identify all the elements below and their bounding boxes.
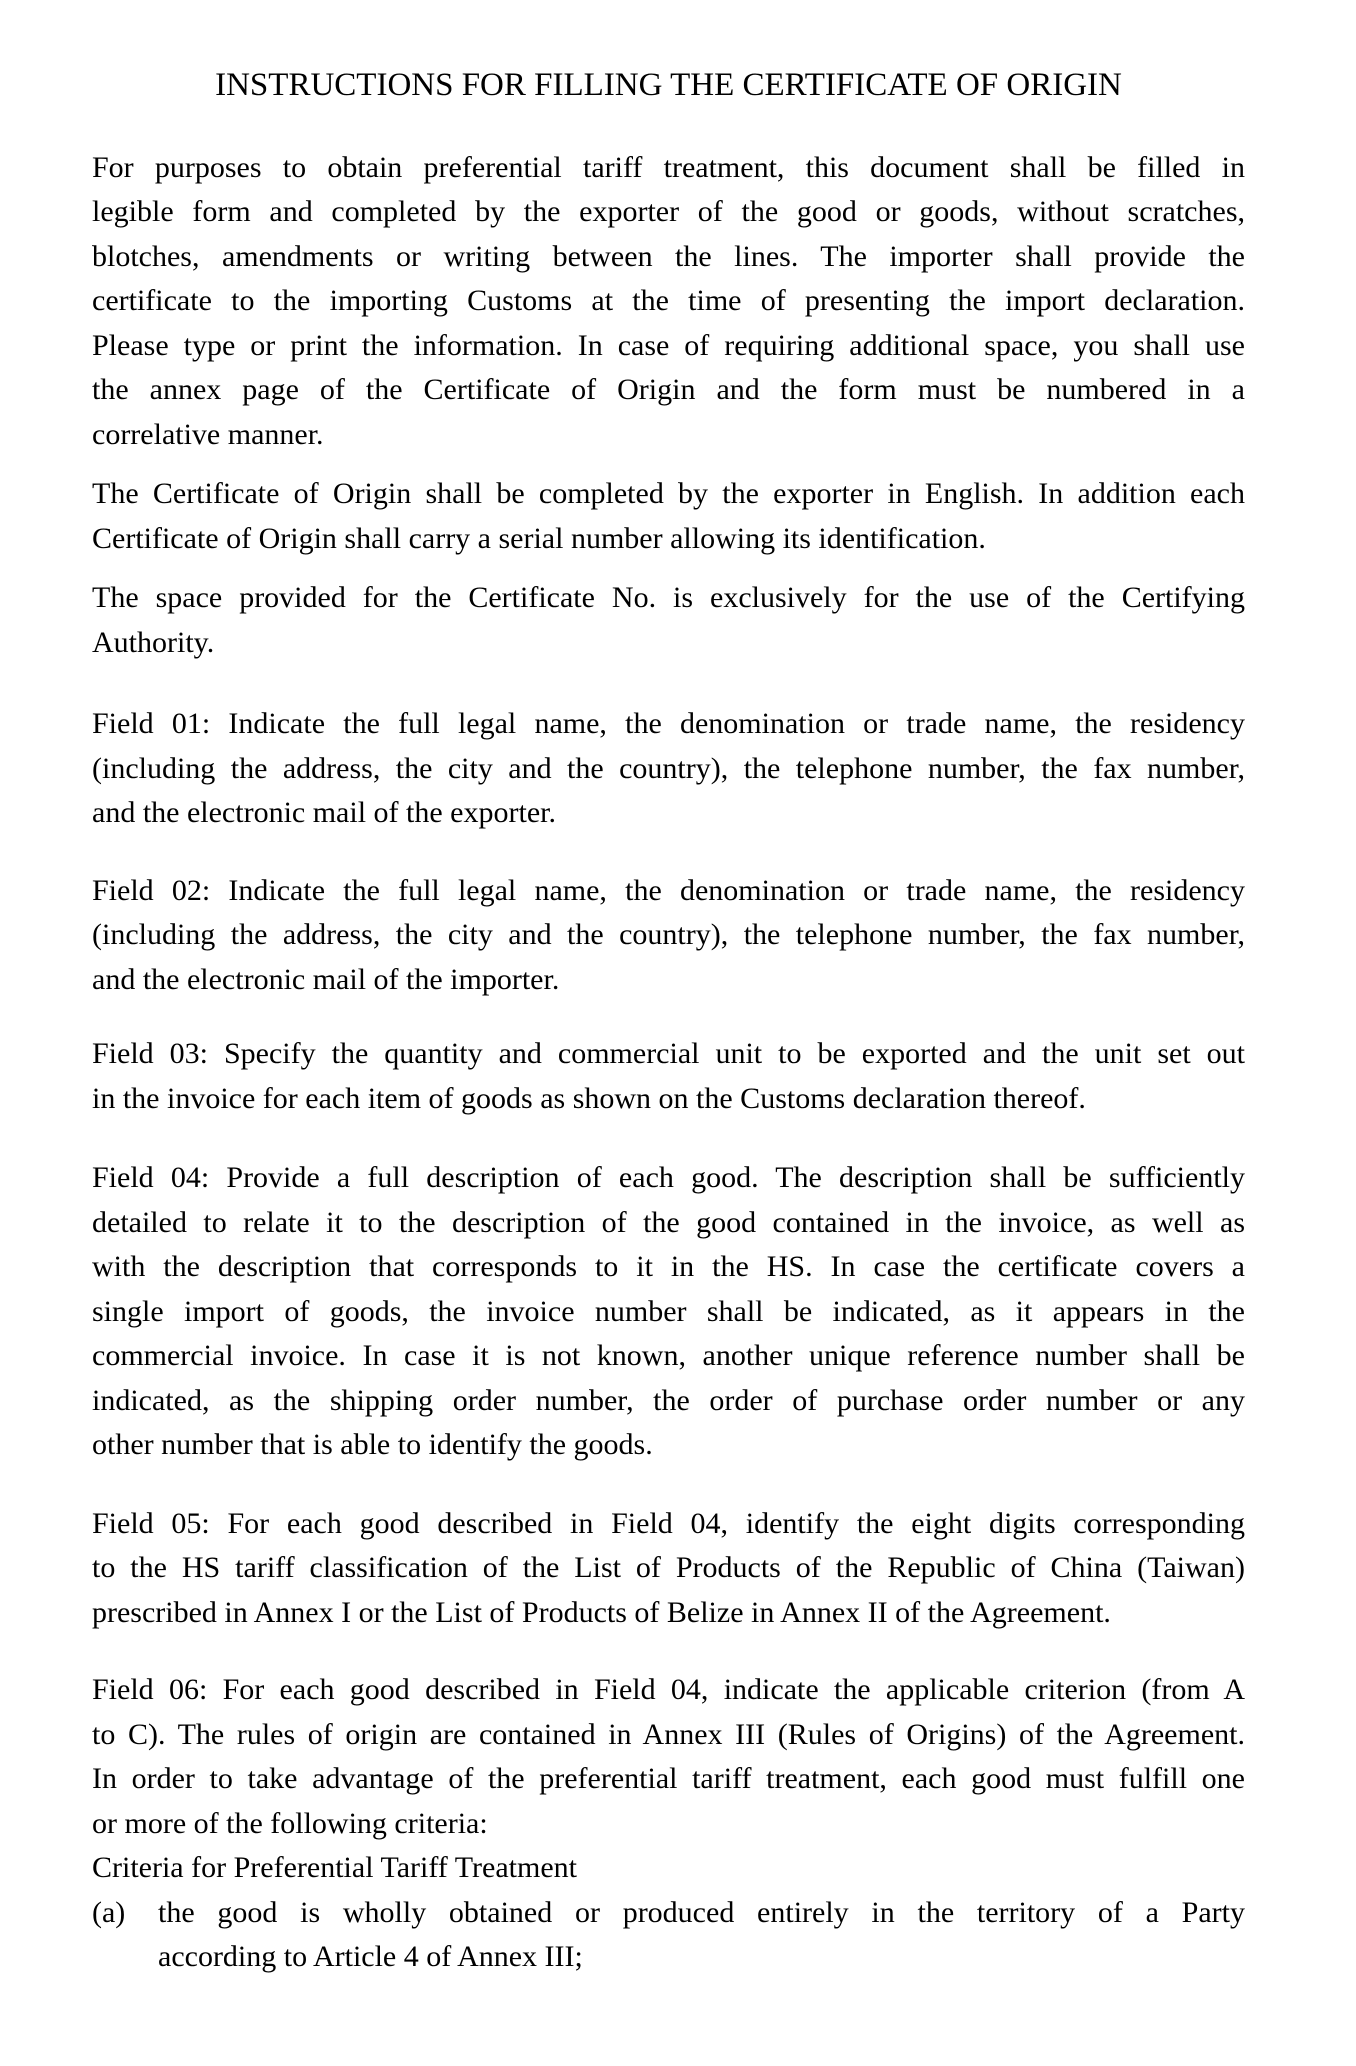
text-line: detailed to relate it to the description of the good contained in the invoice, as well as bbox=[92, 1205, 1245, 1239]
text-line: (including the address, the city and the country), the telephone number, the fax number, bbox=[92, 918, 1245, 951]
criteria-heading bbox=[92, 1846, 1245, 1891]
paragraph-completion-language bbox=[92, 472, 1245, 561]
document-content bbox=[92, 63, 1245, 1980]
text-line: Field 02: Indicate the full legal name, the denomination or trade name, the residency bbox=[92, 873, 1245, 907]
text-line: indicated, as the shipping order number, the order of purchase order number or any bbox=[92, 1383, 1245, 1417]
text-line: blotches, amendments or writing between the lines. The importer shall provide the bbox=[92, 239, 1245, 273]
paragraph-field-02 bbox=[92, 869, 1245, 1003]
text-line: the annex page of the Certificate of Origin and the form must be numbered in a bbox=[92, 373, 1245, 406]
paragraph-field-06 bbox=[92, 1668, 1245, 1846]
paragraph-field-01 bbox=[92, 702, 1245, 836]
paragraph-field-03 bbox=[92, 1032, 1245, 1121]
text-line: to C). The rules of origin are contained in Annex III (Rules of Origins) of the Agreement. bbox=[92, 1717, 1245, 1751]
text-line: to the HS tariff classification of the List of Products of the Republic of China (Taiwan) bbox=[92, 1551, 1245, 1584]
text-line: other number that is able to identify the goods. bbox=[92, 1428, 653, 1461]
text-line: Please type or print the information. In case of requiring additional space, you shall use bbox=[92, 328, 1245, 362]
text-line: Field 01: Indicate the full legal name, the denomination or trade name, the residency bbox=[92, 707, 1245, 740]
text-line: prescribed in Annex I or the List of Products of Belize in Annex II of the Agreement. bbox=[92, 1595, 1111, 1629]
text-line: legible form and completed by the exporter of the good or goods, without scratches, bbox=[92, 195, 1245, 228]
text-line: Criteria for Preferential Tariff Treatment bbox=[92, 1851, 577, 1884]
text-line: in the invoice for each item of goods as shown on the Customs declaration thereof. bbox=[92, 1081, 1086, 1115]
text-line: (including the address, the city and the country), the telephone number, the fax number, bbox=[92, 751, 1245, 785]
text-line: Field 05: For each good described in Field 04, identify the eight digits corresponding bbox=[92, 1506, 1245, 1540]
list-item-label: (a) bbox=[92, 1895, 126, 1929]
paragraph-field-05 bbox=[92, 1502, 1245, 1636]
text-line: certificate to the importing Customs at the time of presenting the import declaration. bbox=[92, 284, 1245, 317]
text-line: single import of goods, the invoice number shall be indicated, as it appears in the bbox=[92, 1294, 1245, 1328]
list-item-content bbox=[158, 1891, 1245, 1980]
text-line: correlative manner. bbox=[92, 417, 324, 451]
text-line: In order to take advantage of the preferential tariff treatment, each good must fulfill one bbox=[92, 1762, 1245, 1795]
text-line: and the electronic mail of the importer. bbox=[92, 962, 560, 996]
text-line: The Certificate of Origin shall be completed by the exporter in English. In addition each bbox=[92, 477, 1245, 510]
text-line: or more of the following criteria: bbox=[92, 1806, 488, 1840]
paragraph-field-04 bbox=[92, 1156, 1245, 1468]
text-line: according to Article 4 of Annex III; bbox=[158, 1940, 583, 1973]
text-line: Field 06: For each good described in Field 04, indicate the applicable criterion (from A bbox=[92, 1673, 1245, 1706]
paragraph-certificate-no bbox=[92, 576, 1245, 665]
text-line: with the description that corresponds to it in the HS. In case the certificate covers a bbox=[92, 1250, 1245, 1283]
paragraph-intro bbox=[92, 146, 1245, 458]
text-line: Authority. bbox=[92, 625, 215, 659]
text-line: Field 04: Provide a full description of each good. The description shall be sufficiently bbox=[92, 1161, 1245, 1194]
text-line: and the electronic mail of the exporter. bbox=[92, 796, 556, 829]
text-line: For purposes to obtain preferential tariff treatment, this document shall be filled in bbox=[92, 150, 1245, 184]
text-line: commercial invoice. In case it is not known, another unique reference number shall be bbox=[92, 1339, 1245, 1372]
document-title: INSTRUCTIONS FOR FILLING THE CERTIFICATE OF ORIGIN bbox=[215, 67, 1122, 103]
text-line: The space provided for the Certificate No. is exclusively for the use of the Certifying bbox=[92, 581, 1245, 614]
text-line: Field 03: Specify the quantity and commercial unit to be exported and the unit set out bbox=[92, 1037, 1245, 1070]
text-line: Certificate of Origin shall carry a serial number allowing its identification. bbox=[92, 521, 986, 555]
criteria-item-a bbox=[92, 1891, 1245, 1980]
text-line: the good is wholly obtained or produced entirely in the territory of a Party bbox=[158, 1895, 1245, 1929]
